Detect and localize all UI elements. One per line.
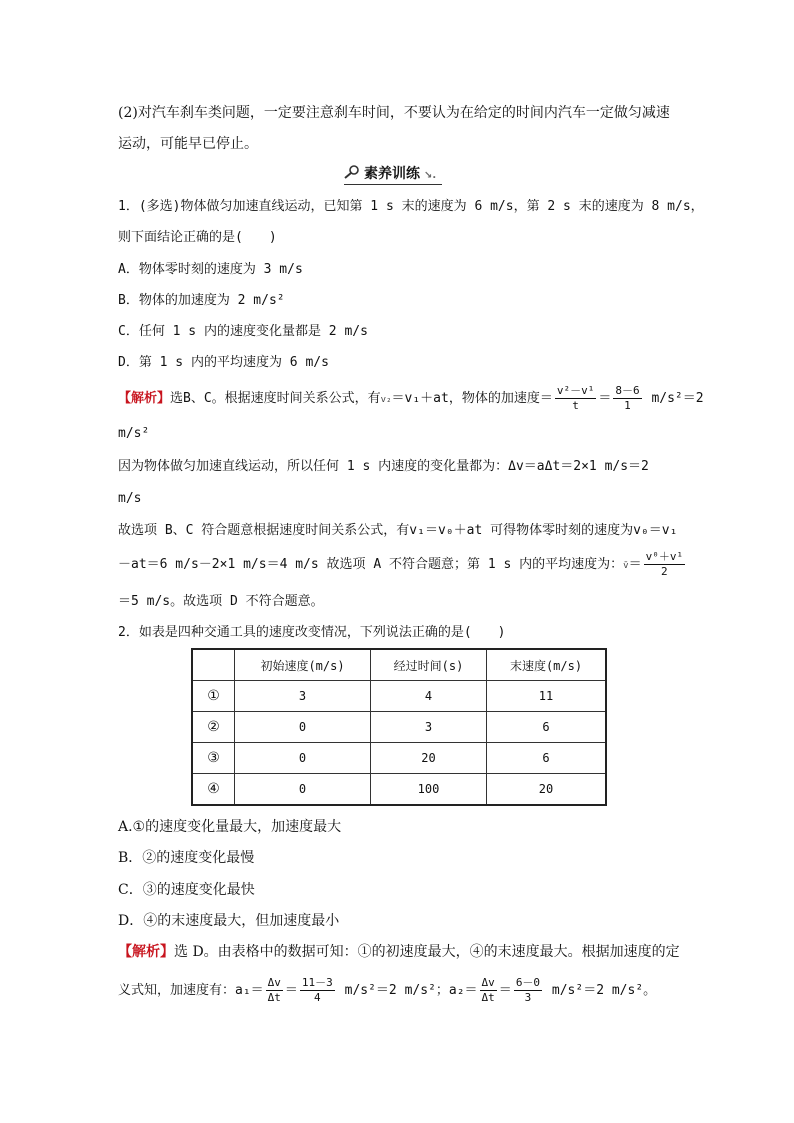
fracC-numerator: Δv [481, 976, 495, 989]
q1-analysis-text-a: 选B、C。根据速度时间关系公式，有 [170, 391, 381, 406]
q2-analysis-text-c: m/s²＝2 m/s²；a₂＝ [344, 983, 478, 998]
q2-analysis-text-b: 义式知，加速度有：a₁＝ [118, 983, 264, 998]
table-cell: ③ [192, 743, 235, 774]
q2-option-c: C．③的速度变化最快 [118, 882, 255, 898]
q1-analysis-line-3: 因为物体做匀加速直线运动，所以任何 1 s 内速度的变化量都为：Δv＝aΔt＝2×1 m/s＝2 [118, 459, 649, 474]
fraction-values [613, 384, 641, 413]
table-cell: 100 [371, 774, 487, 806]
q1-option-d: D．第 1 s 内的平均速度为 6 m/s [118, 355, 329, 370]
intro-line-1: (2)对汽车刹车类问题，一定要注意刹车时间，不要认为在给定的时间内汽车一定做匀减速 [118, 105, 670, 121]
q1-option-a: A．物体零时刻的速度为 3 m/s [118, 262, 303, 277]
q2-analysis-tag: 【解析】 [118, 944, 174, 960]
table-cell: 3 [235, 681, 371, 712]
fraction-values-1 [300, 976, 335, 1005]
fraction-values-2 [514, 976, 542, 1005]
table-cell: 0 [235, 743, 371, 774]
fracD-numerator: 6－0 [515, 976, 541, 989]
q2-analysis-line-1 [118, 943, 680, 961]
frac2-numerator: 8－6 [615, 384, 640, 397]
table-cell: 6 [487, 743, 607, 774]
table-header-cell: 经过时间(s) [371, 649, 487, 681]
table-header-cell: 初始速度(m/s) [235, 649, 371, 681]
table-cell: 0 [235, 712, 371, 743]
equals-sign: ＝ [598, 391, 612, 406]
magnifier-icon [344, 165, 360, 183]
q1-analysis-line-5 [118, 522, 677, 540]
frac1-numerator: v²－v¹ [556, 384, 595, 397]
q1-analysis-text-g2: v₀＝v₁ [633, 523, 678, 538]
frac3-numerator: v⁰＋v¹ [645, 550, 684, 563]
table-header-cell [192, 649, 235, 681]
table-header-row [192, 649, 606, 681]
q1-analysis-tag: 【解析】 [118, 391, 171, 406]
table-row [192, 681, 606, 712]
v-bar-glyph-icon: v̄ [623, 561, 629, 571]
q1-analysis-line-7: ＝5 m/s。故选项 D 不符合题意。 [118, 594, 324, 609]
section-title-text: 素养训练 [364, 166, 420, 182]
fracD-denominator: 3 [524, 991, 532, 1004]
fracA-numerator: Δv [267, 976, 281, 989]
table-cell: 20 [487, 774, 607, 806]
q2-analysis-text-a: 选 D。由表格中的数据可知：①的初速度最大，④的末速度最大。根据加速度的定 [174, 944, 680, 960]
q2-stem: 2．如表是四种交通工具的速度改变情况，下列说法正确的是( ) [118, 625, 506, 640]
table-cell: 6 [487, 712, 607, 743]
frac2-denominator: 1 [624, 399, 631, 412]
speed-table [191, 648, 607, 806]
fracC-denominator: Δt [481, 991, 495, 1004]
table-cell: ① [192, 681, 235, 712]
frac1-denominator: t [572, 399, 579, 412]
table-row [192, 712, 606, 743]
table-cell: ② [192, 712, 235, 743]
q1-analysis-line-1 [118, 384, 704, 415]
equals-sign: ＝ [284, 983, 298, 998]
equals-sign: ＝ [498, 983, 512, 998]
q1-analysis-text-h: －at＝6 m/s－2×1 m/s＝4 m/s 故选项 A 不符合题意；第 1 s 内的平均速度为： [118, 557, 624, 572]
q2-option-d: D．④的末速度最大，但加速度最小 [118, 913, 340, 929]
q2-option-b: B．②的速度变化最慢 [118, 850, 255, 866]
table-cell: 11 [487, 681, 607, 712]
q2-analysis-line-2 [118, 974, 656, 1008]
v2-glyph-icon: v₂ [380, 395, 392, 405]
q1-analysis-text-b: ＝v₁＋at，物体的加速度 [391, 391, 540, 406]
table-cell: ④ [192, 774, 235, 806]
q1-analysis-text-c: m/s²＝2 [651, 391, 704, 406]
section-title [344, 163, 442, 185]
fraction-delta [266, 976, 283, 1005]
q1-option-b: B．物体的加速度为 2 m/s² [118, 293, 285, 308]
table-cell: 20 [371, 743, 487, 774]
q2-analysis-text-d: m/s²＝2 m/s²。 [551, 983, 657, 998]
q1-stem-line-2: 则下面结论正确的是( ) [118, 230, 277, 245]
equals-sign: ＝ [628, 557, 642, 572]
frac3-denominator: 2 [661, 565, 668, 578]
equals-sign: ＝ [539, 391, 553, 406]
table-header-cell: 末速度(m/s) [487, 649, 607, 681]
fraction-delta-2 [480, 976, 497, 1005]
table-cell: 4 [371, 681, 487, 712]
q1-stem-line-1: 1．(多选)物体做匀加速直线运动，已知第 1 s 末的速度为 6 m/s，第 2 s 末的速度为 8 m/s， [118, 199, 704, 214]
intro-line-2: 运动，可能早已停止。 [118, 136, 258, 152]
title-tail-icon: ↘. [424, 170, 437, 181]
q2-option-a: A.①的速度变化量最大，加速度最大 [118, 819, 342, 835]
table-cell: 3 [371, 712, 487, 743]
fraction-velocity-diff [555, 384, 597, 413]
table-cell: 0 [235, 774, 371, 806]
fracB-denominator: 4 [314, 991, 321, 1004]
fraction-average [644, 550, 686, 579]
fracA-denominator: Δt [267, 991, 281, 1004]
q1-analysis-text-g1: 故选项 B、C 符合题意根据速度时间关系公式，有v₁＝v₀＋at 可得物体零时刻的速度为 [118, 523, 634, 538]
q1-analysis-line-6 [118, 550, 687, 581]
table-row [192, 774, 606, 806]
q1-analysis-line-2: m/s² [118, 426, 150, 441]
q1-analysis-line-4: m/s [118, 491, 142, 506]
fracB-numerator: 11－3 [301, 976, 333, 989]
table-row [192, 743, 606, 774]
q1-option-c: C．任何 1 s 内的速度变化量都是 2 m/s [118, 324, 368, 339]
